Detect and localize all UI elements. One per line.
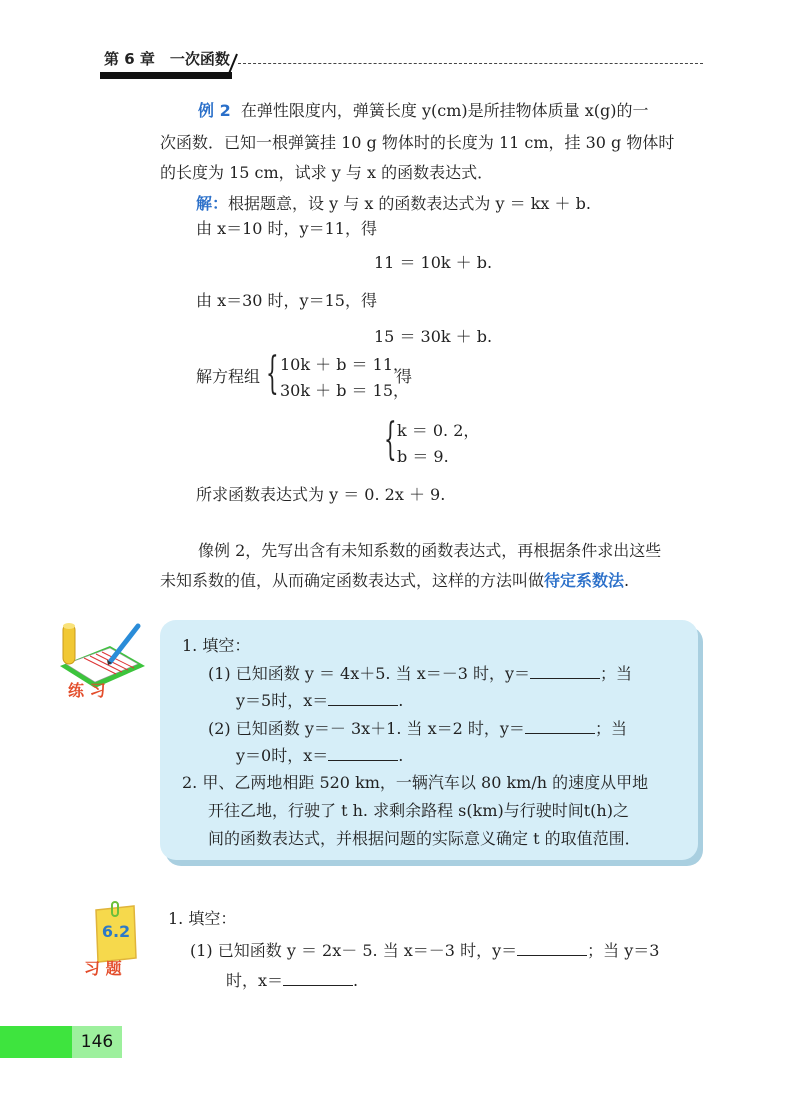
system-suffix: 得 xyxy=(396,367,413,386)
example-line-1 xyxy=(198,100,648,122)
practice-q1: 1. 填空： xyxy=(182,636,251,655)
practice-q1-2-line-a xyxy=(208,718,627,740)
solution-label: 解： xyxy=(196,194,229,213)
example-line-2: 次函数．已知一根弹簧挂 10 g 物体时的长度为 11 cm，挂 30 g 物体时 xyxy=(160,133,675,152)
practice-q1-1-line-a xyxy=(208,663,632,685)
answer-blank[interactable] xyxy=(530,663,600,679)
practice-q2-line-1: 2. 甲、乙两地相距 520 km，一辆汽车以 80 km/h 的速度从甲地 xyxy=(182,773,649,792)
solution-line-2: 由 x＝10 时，y＝11，得 xyxy=(196,219,377,238)
practice-q1-1-cond: y＝5时，x＝ xyxy=(236,691,329,710)
practice-q1-1-text: (1) 已知函数 y ＝ 4x＋5. 当 x＝－3 时，y＝ xyxy=(208,664,531,683)
header-bar xyxy=(100,72,232,79)
practice-q1-2-when: ；当 xyxy=(594,719,627,738)
example-label: 例 2 xyxy=(198,101,231,120)
key-term: 待定系数法 xyxy=(544,571,625,590)
solution-line-3: 由 x＝30 时，y＝15，得 xyxy=(196,291,377,310)
page-number: 146 xyxy=(80,1032,114,1052)
system-row-2: 30k ＋ b ＝ 15， xyxy=(280,381,410,400)
answer-blank[interactable] xyxy=(525,718,595,734)
exercise-period: . xyxy=(353,971,359,990)
equation-1: 11 ＝ 10k ＋ b. xyxy=(374,253,493,272)
exercise-label: 习 题 xyxy=(84,959,122,978)
practice-q1-2-cond: y＝0时，x＝ xyxy=(236,746,329,765)
practice-q1-2-text: (2) 已知函数 y＝－ 3x＋1. 当 x＝2 时，y＝ xyxy=(208,719,525,738)
result-row-2: b ＝ 9. xyxy=(397,447,449,466)
exercise-q1-1-when: ；当 y＝3 xyxy=(587,941,660,960)
practice-q1-2-line-b xyxy=(236,745,403,767)
example-text-1: 在弹性限度内，弹簧长度 y(cm)是所挂物体质量 x(g)的一 xyxy=(240,101,649,120)
header-divider xyxy=(238,63,703,64)
final-expression: 所求函数表达式为 y ＝ 0. 2x ＋ 9. xyxy=(196,485,446,504)
equation-2: 15 ＝ 30k ＋ b. xyxy=(374,327,493,346)
answer-blank[interactable] xyxy=(283,970,353,986)
result-row-1: k ＝ 0. 2， xyxy=(397,421,480,440)
practice-q1-1-line-b xyxy=(236,690,403,712)
solution-line-1 xyxy=(196,193,591,215)
page-number-tab xyxy=(0,1026,72,1058)
exercise-q1-1-line-b xyxy=(226,970,358,992)
answer-blank[interactable] xyxy=(328,745,398,761)
answer-blank[interactable] xyxy=(517,940,587,956)
practice-q1-1-when: ；当 xyxy=(600,664,633,683)
result-brace: { xyxy=(384,414,397,465)
exercise-q1-1-text: (1) 已知函数 y ＝ 2x－ 5. 当 x＝－3 时，y＝ xyxy=(190,941,518,960)
system-brace: { xyxy=(266,348,279,399)
exercise-q1-1-cond: 时，x＝ xyxy=(226,971,284,990)
exercise-number: 6.2 xyxy=(101,922,131,941)
example-line-3: 的长度为 15 cm，试求 y 与 x 的函数表达式． xyxy=(160,163,494,182)
note-line-2 xyxy=(160,570,629,592)
system-prefix: 解方程组 xyxy=(196,367,261,386)
practice-q2-line-3: 间的函数表达式，并根据问题的实际意义确定 t 的取值范围． xyxy=(208,829,641,848)
exercise-q1: 1. 填空： xyxy=(168,909,237,928)
chapter-header: 第 6 章 一次函数 xyxy=(104,50,230,68)
answer-blank[interactable] xyxy=(328,690,398,706)
note-line-1: 像例 2，先写出含有未知系数的函数表达式，再根据条件求出这些 xyxy=(198,541,662,560)
solution-text-1: 根据题意，设 y 与 x 的函数表达式为 y ＝ kx ＋ b. xyxy=(228,194,591,213)
note-text: 未知系数的值，从而确定函数表达式，这样的方法叫做 xyxy=(160,571,545,590)
system-row-1: 10k ＋ b ＝ 11， xyxy=(280,355,410,374)
practice-label: 练 习 xyxy=(68,681,106,700)
practice-period: . xyxy=(398,746,404,765)
practice-period: . xyxy=(398,691,404,710)
header-slash-decoration xyxy=(226,52,238,78)
practice-q2-line-2: 开往乙地，行驶了 t h. 求剩余路程 s(km)与行驶时间t(h)之 xyxy=(208,801,629,820)
exercise-q1-1-line-a xyxy=(190,940,659,962)
note-period: . xyxy=(624,571,630,590)
